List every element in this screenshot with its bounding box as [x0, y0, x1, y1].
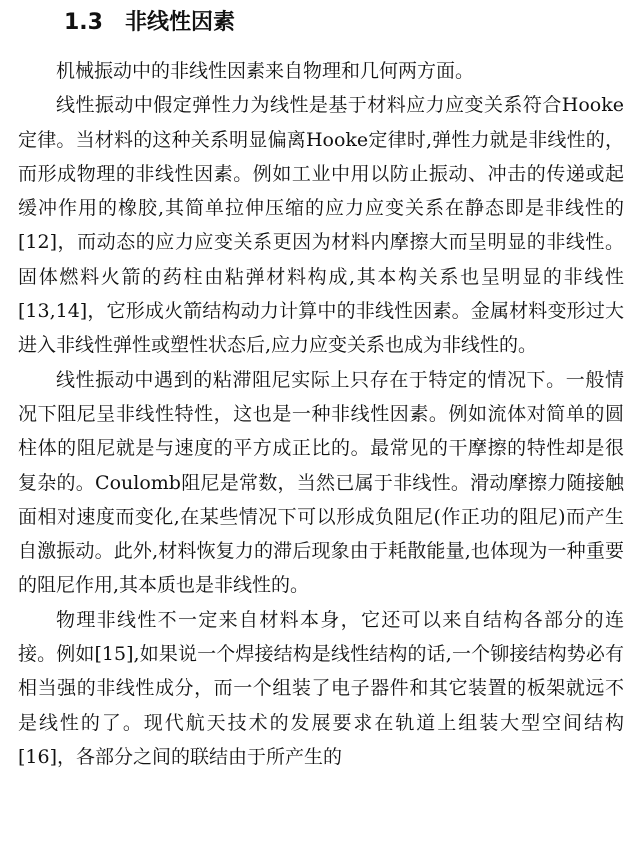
section-number: 1.3: [64, 10, 103, 35]
paragraph: 机械振动中的非线性因素来自物理和几何两方面。: [56, 60, 475, 82]
section-title: 非线性因素: [124, 10, 235, 35]
section-heading: [64, 8, 235, 38]
paragraph: 线性振动中遇到的粘滞阻尼实际上只存在于特定的情况下。一般情况下阻尼呈非线性特性，这也是一种非线性因素。例如流体对简单的圆柱体的阻尼就是与速度的平方成正比的。最常见的干摩擦的特性却是很复杂的。Coulomb阻尼是常数，当然已属于非线性。滑动摩擦力随接触面相对速度而变化,在某些情况下可以形成负阻尼(作正功的阻尼)而产生自激振动。此外,材料恢复力的滞后现象由于耗散能量,也体现为一种重要的阻尼作用,其本质也是非线性的。: [18, 368, 624, 597]
paragraph: 物理非线性不一定来自材料本身，它还可以来自结构各部分的连接。例如[15],如果说一个焊接结构是线性结构的话,一个铆接结构势必有相当强的非线性成分，而一个组装了电子器件和其它装置的板架就远不是线性的了。现代航天技术的发展要求在轨道上组装大型空间结构[16]，各部分之间的联结由于所产生的: [18, 608, 624, 768]
paragraph: 线性振动中假定弹性力为线性是基于材料应力应变关系符合Hooke定律。当材料的这种关系明显偏离Hooke定律时,弹性力就是非线性的，而形成物理的非线性因素。例如工业中用以防止振动、冲击的传递或起缓冲作用的橡胶,其简单拉伸压缩的应力应变关系在静态即是非线性的[12]，而动态的应力应变关系更因为材料内摩擦大而呈明显的非线性。固体燃料火箭的药柱由粘弹材料构成,其本构关系也呈明显的非线性[13,14]，它形成火箭结构动力计算中的非线性因素。金属材料变形过大进入非线性弹性或塑性状态后,应力应变关系也成为非线性的。: [18, 94, 624, 357]
section-body: [18, 54, 624, 774]
